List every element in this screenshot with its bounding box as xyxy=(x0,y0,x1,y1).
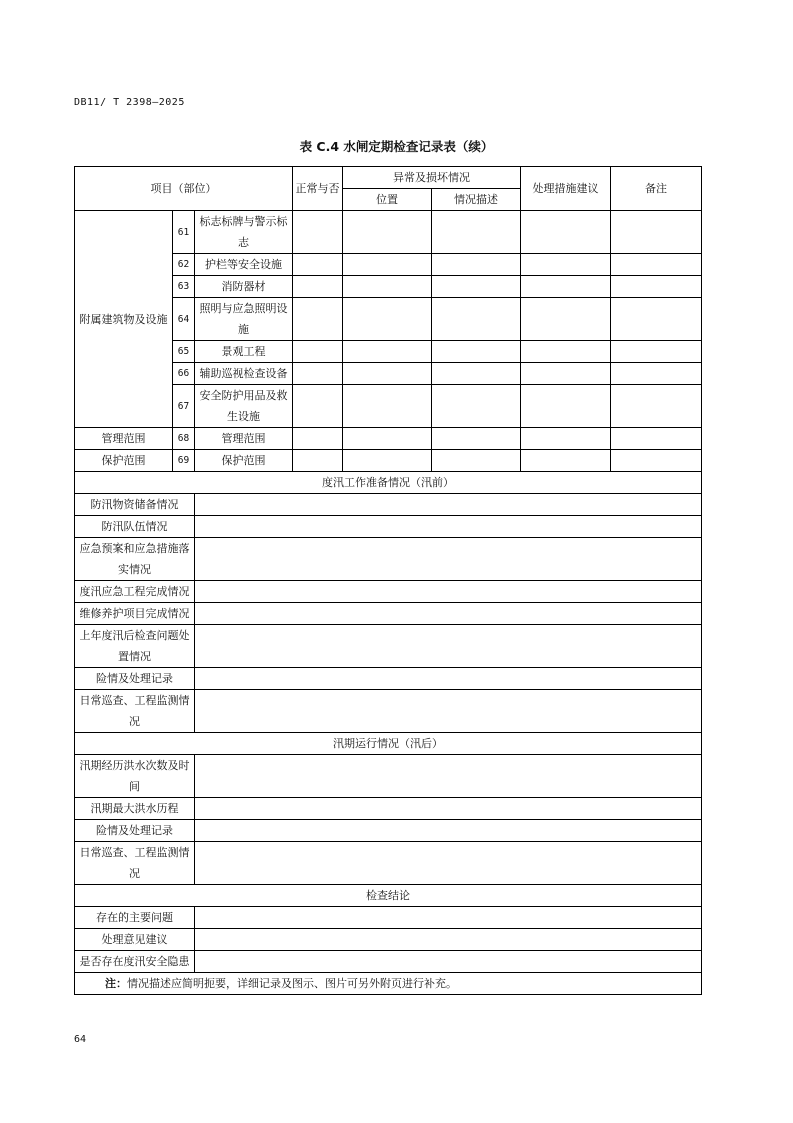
cell-remarks[interactable] xyxy=(611,428,702,450)
cell-position[interactable] xyxy=(343,254,432,276)
cell-suggestion[interactable] xyxy=(521,298,611,341)
item-name: 辅助巡视检查设备 xyxy=(195,363,293,385)
table-row xyxy=(75,842,702,885)
cell-position[interactable] xyxy=(343,211,432,254)
cell-normal[interactable] xyxy=(293,363,343,385)
table-row xyxy=(75,581,702,603)
cell-description[interactable] xyxy=(432,276,521,298)
cell-remarks[interactable] xyxy=(611,211,702,254)
item-number: 67 xyxy=(173,385,195,428)
standard-code: DB11/ T 2398—2025 xyxy=(74,97,185,108)
item-name: 管理范围 xyxy=(195,428,293,450)
table-row xyxy=(75,211,702,254)
header-abnormal: 异常及损坏情况 xyxy=(343,167,521,189)
cell-position[interactable] xyxy=(343,298,432,341)
cell-suggestion[interactable] xyxy=(521,254,611,276)
section-header-row xyxy=(75,733,702,755)
cell-normal[interactable] xyxy=(293,298,343,341)
table-row xyxy=(75,755,702,798)
row-label: 防汛队伍情况 xyxy=(75,516,195,538)
row-value-cell[interactable] xyxy=(195,581,702,603)
item-name: 照明与应急照明设施 xyxy=(195,298,293,341)
cell-normal[interactable] xyxy=(293,276,343,298)
cell-suggestion[interactable] xyxy=(521,428,611,450)
cell-position[interactable] xyxy=(343,276,432,298)
row-label: 险情及处理记录 xyxy=(75,820,195,842)
header-normal: 正常与否 xyxy=(293,167,343,211)
row-value-cell[interactable] xyxy=(195,516,702,538)
table-row xyxy=(75,929,702,951)
header-position: 位置 xyxy=(343,189,432,211)
group-label: 管理范围 xyxy=(75,428,173,450)
header-remarks: 备注 xyxy=(611,167,702,211)
cell-normal[interactable] xyxy=(293,450,343,472)
row-label: 应急预案和应急措施落实情况 xyxy=(75,538,195,581)
table-row xyxy=(75,907,702,929)
table-row xyxy=(75,603,702,625)
row-value-cell[interactable] xyxy=(195,538,702,581)
cell-description[interactable] xyxy=(432,450,521,472)
row-value-cell[interactable] xyxy=(195,798,702,820)
row-value-cell[interactable] xyxy=(195,494,702,516)
row-value-cell[interactable] xyxy=(195,842,702,885)
item-number: 65 xyxy=(173,341,195,363)
row-value-cell[interactable] xyxy=(195,929,702,951)
cell-remarks[interactable] xyxy=(611,341,702,363)
item-number: 64 xyxy=(173,298,195,341)
table-row xyxy=(75,516,702,538)
cell-suggestion[interactable] xyxy=(521,341,611,363)
row-label: 日常巡查、工程监测情况 xyxy=(75,842,195,885)
cell-normal[interactable] xyxy=(293,341,343,363)
group-label: 保护范围 xyxy=(75,450,173,472)
cell-description[interactable] xyxy=(432,385,521,428)
item-name: 消防器材 xyxy=(195,276,293,298)
table-row xyxy=(75,428,702,450)
note-text: 情况描述应简明扼要，详细记录及图示、图片可另外附页进行补充。 xyxy=(127,977,457,990)
table-row xyxy=(75,538,702,581)
table-row xyxy=(75,798,702,820)
cell-description[interactable] xyxy=(432,211,521,254)
table-row xyxy=(75,951,702,973)
row-label: 维修养护项目完成情况 xyxy=(75,603,195,625)
row-label: 上年度汛后检查问题处置情况 xyxy=(75,625,195,668)
section-header-row xyxy=(75,472,702,494)
cell-position[interactable] xyxy=(343,428,432,450)
header-row xyxy=(75,167,702,189)
cell-suggestion[interactable] xyxy=(521,450,611,472)
cell-position[interactable] xyxy=(343,363,432,385)
row-value-cell[interactable] xyxy=(195,668,702,690)
cell-position[interactable] xyxy=(343,341,432,363)
note-prefix: 注： xyxy=(105,977,127,990)
row-value-cell[interactable] xyxy=(195,603,702,625)
note-row xyxy=(75,973,702,995)
cell-suggestion[interactable] xyxy=(521,211,611,254)
cell-description[interactable] xyxy=(432,428,521,450)
cell-description[interactable] xyxy=(432,341,521,363)
item-number: 68 xyxy=(173,428,195,450)
section-title-flood-prep: 度汛工作准备情况（汛前） xyxy=(75,472,702,494)
item-name: 标志标牌与警示标志 xyxy=(195,211,293,254)
cell-remarks[interactable] xyxy=(611,298,702,341)
group-label-ancillary: 附属建筑物及设施 xyxy=(75,211,173,428)
cell-suggestion[interactable] xyxy=(521,276,611,298)
page-number: 64 xyxy=(74,1034,87,1045)
row-label: 防汛物资储备情况 xyxy=(75,494,195,516)
inspection-record-table xyxy=(74,166,702,995)
cell-remarks[interactable] xyxy=(611,363,702,385)
table-row xyxy=(75,450,702,472)
row-label: 日常巡查、工程监测情况 xyxy=(75,690,195,733)
table-row xyxy=(75,494,702,516)
item-name: 护栏等安全设施 xyxy=(195,254,293,276)
header-item: 项目（部位） xyxy=(75,167,293,211)
cell-suggestion[interactable] xyxy=(521,385,611,428)
cell-normal[interactable] xyxy=(293,385,343,428)
table-note xyxy=(75,973,702,995)
table-title: 表 C.4 水闸定期检查记录表（续） xyxy=(299,139,494,154)
cell-position[interactable] xyxy=(343,385,432,428)
section-title-flood-operation: 汛期运行情况（汛后） xyxy=(75,733,702,755)
section-title-conclusion: 检查结论 xyxy=(75,885,702,907)
row-value-cell[interactable] xyxy=(195,690,702,733)
item-number: 61 xyxy=(173,211,195,254)
row-label: 处理意见建议 xyxy=(75,929,195,951)
cell-description[interactable] xyxy=(432,254,521,276)
table-row xyxy=(75,625,702,668)
row-value-cell[interactable] xyxy=(195,625,702,668)
row-value-cell[interactable] xyxy=(195,907,702,929)
cell-position[interactable] xyxy=(343,450,432,472)
row-label: 度汛应急工程完成情况 xyxy=(75,581,195,603)
item-number: 63 xyxy=(173,276,195,298)
header-description: 情况描述 xyxy=(432,189,521,211)
cell-description[interactable] xyxy=(432,298,521,341)
cell-suggestion[interactable] xyxy=(521,363,611,385)
cell-remarks[interactable] xyxy=(611,385,702,428)
row-label: 汛期最大洪水历程 xyxy=(75,798,195,820)
row-value-cell[interactable] xyxy=(195,951,702,973)
section-header-row xyxy=(75,885,702,907)
cell-remarks[interactable] xyxy=(611,254,702,276)
row-label: 存在的主要问题 xyxy=(75,907,195,929)
item-number: 66 xyxy=(173,363,195,385)
table-row xyxy=(75,820,702,842)
row-label: 汛期经历洪水次数及时间 xyxy=(75,755,195,798)
row-value-cell[interactable] xyxy=(195,755,702,798)
item-number: 62 xyxy=(173,254,195,276)
row-label: 险情及处理记录 xyxy=(75,668,195,690)
item-name: 安全防护用品及救生设施 xyxy=(195,385,293,428)
item-name: 景观工程 xyxy=(195,341,293,363)
row-label: 是否存在度汛安全隐患 xyxy=(75,951,195,973)
item-name: 保护范围 xyxy=(195,450,293,472)
cell-remarks[interactable] xyxy=(611,450,702,472)
header-suggestion: 处理措施建议 xyxy=(521,167,611,211)
cell-normal[interactable] xyxy=(293,428,343,450)
cell-remarks[interactable] xyxy=(611,276,702,298)
table-row xyxy=(75,668,702,690)
cell-normal[interactable] xyxy=(293,211,343,254)
cell-description[interactable] xyxy=(432,363,521,385)
item-number: 69 xyxy=(173,450,195,472)
table-row xyxy=(75,690,702,733)
row-value-cell[interactable] xyxy=(195,820,702,842)
cell-normal[interactable] xyxy=(293,254,343,276)
